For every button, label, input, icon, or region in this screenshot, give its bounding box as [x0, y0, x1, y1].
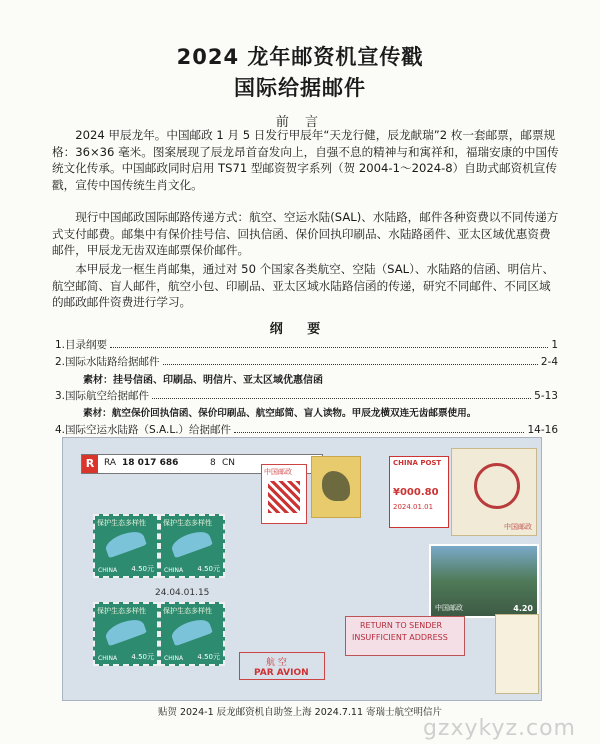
scenic-stamp-label: 中国邮政 [435, 604, 463, 612]
meter-label [389, 456, 449, 528]
scenic-stamp [429, 544, 539, 618]
outline-heading: 纲 要 [269, 322, 331, 337]
toc-item [55, 388, 558, 405]
toc-item [55, 337, 558, 354]
meter-amount: ¥000.80 [393, 487, 439, 498]
toc-label: 3.国际航空给据邮件 [55, 390, 150, 402]
stamp-tile [159, 514, 225, 578]
airmail-cn: 航 空 [266, 658, 287, 668]
stamp-value: 4.50元 [131, 653, 154, 661]
meter-date: 2024.01.01 [393, 503, 434, 511]
postal-card-stamp [451, 448, 537, 536]
stamp-country: CHINA [98, 567, 118, 574]
stamp-caption: 保护生态多样性 [163, 519, 212, 527]
stamp-value: 4.50元 [197, 565, 220, 573]
toc-leader [110, 338, 548, 348]
toc-item [55, 354, 558, 371]
stamp-caption: 保护生态多样性 [163, 607, 212, 615]
bird-icon [169, 616, 213, 647]
preface-paragraph-1: 2024 甲辰龙年。中国邮政 1 月 5 日发行甲辰年“天龙行健，辰龙献瑞”2 枚一套邮票，邮票规格：36×36 毫米。图案展现了辰龙昂首奋发向上，自强不息的精神与和寓祥和，福瑞安康的中国传统文化传承。中国邮政同时启用 TS71 型邮资贺字系列（贺 2004-1～2024-8）自助式邮资机宣传戳，宣传中国传统生肖文化。 [52, 128, 559, 192]
title-line-1: 2024 龙年邮资机宣传戳 [176, 45, 424, 69]
dragon-icon [322, 471, 350, 501]
title-line-2: 国际给据邮件 [234, 76, 366, 100]
preface-paragraph-3: 本甲辰龙一框生肖邮集，通过对 50 个国家各类航空、空陆（SAL）、水陆路的信函、明信片、航空邮简、盲人邮件，航空小包、印刷品、亚太区域水陆路信函的传递，研究不同邮件、不同区域的邮政邮件资费进行学习。 [52, 262, 555, 309]
postal-cover-image [62, 437, 542, 701]
stamp-value: 4.50元 [197, 653, 220, 661]
china-post-label: 中国邮政 [264, 468, 292, 476]
toc-label: 4.国际空运水陆路（S.A.L.）给据邮件 [55, 424, 232, 436]
watermark: gzxykyz.com [422, 716, 576, 741]
bird-icon [103, 528, 147, 559]
return-line-2: INSUFFICIENT ADDRESS [352, 633, 448, 642]
toc-leader [234, 423, 524, 433]
bird-icon [169, 528, 213, 559]
scenic-stamp-value: 4.20 [513, 604, 533, 613]
toc-page: 1 [551, 339, 558, 351]
cover-caption: 贴贺 2024-1 辰龙邮资机自助签上海 2024.7.11 寄瑞士航空明信片 [157, 707, 443, 718]
airmail-en: PAR AVION [254, 668, 309, 678]
registration-prefix: R [82, 455, 98, 473]
toc-page: 5-13 [534, 390, 558, 402]
stamp-value: 4.50元 [131, 565, 154, 573]
toc-leader [163, 355, 538, 365]
stamp-caption: 保护生态多样性 [97, 607, 146, 615]
stamp-country: CHINA [164, 655, 184, 662]
return-line-1: RETURN TO SENDER [360, 621, 443, 630]
card-stamp-label: 中国邮政 [504, 523, 532, 531]
preface-paragraph-2: 现行中国邮政国际邮路传递方式：航空、空运水陆(SAL)、水陆路，邮件各种资费以不同传递方式支付邮费。邮集中有保价挂号信、回执信函、保价回执印刷品、水陆路函件、亚太区域优惠资费邮件，甲辰龙无齿双连邮票保价邮件。 [52, 210, 559, 257]
stamp-tile [93, 602, 159, 666]
stamp-country: CHINA [98, 655, 118, 662]
bird-icon [103, 616, 147, 647]
toc-label: 1.目录纲要 [55, 339, 108, 351]
toc-label: 2.国际水陆路给据邮件 [55, 356, 160, 368]
stamp-tile [93, 514, 159, 578]
toc-materials: 素材：航空保价回执信函、保价印刷品、航空邮简、盲人读物。甲辰龙横双连无齿邮票使用。 [83, 408, 477, 419]
registration-country: CN [222, 458, 236, 468]
qr-code-icon [268, 481, 300, 513]
meter-qr-label [261, 464, 307, 524]
stamp-tile [159, 602, 225, 666]
registration-code: RA [104, 458, 117, 468]
dragon-stamp [311, 456, 361, 518]
toc-page: 14-16 [527, 424, 558, 436]
stamp-country: CHINA [164, 567, 184, 574]
sender-address-label [495, 614, 539, 694]
toc-page: 2-4 [540, 356, 558, 368]
return-to-sender-label [345, 616, 465, 656]
china-post-en: CHINA POST [393, 459, 442, 467]
preface-heading: 前 言 [275, 115, 325, 130]
stamp-caption: 保护生态多样性 [97, 519, 146, 527]
postmark: 24.04.01.15 [155, 588, 210, 598]
toc-leader [152, 389, 531, 399]
medallion-icon [474, 463, 520, 509]
toc-materials: 素材：挂号信函、印刷品、明信片、亚太区域优惠信函 [83, 375, 323, 386]
registration-number: 18 017 686 [122, 458, 179, 468]
airmail-label [239, 652, 325, 680]
registration-suffix: 8 [210, 458, 216, 468]
